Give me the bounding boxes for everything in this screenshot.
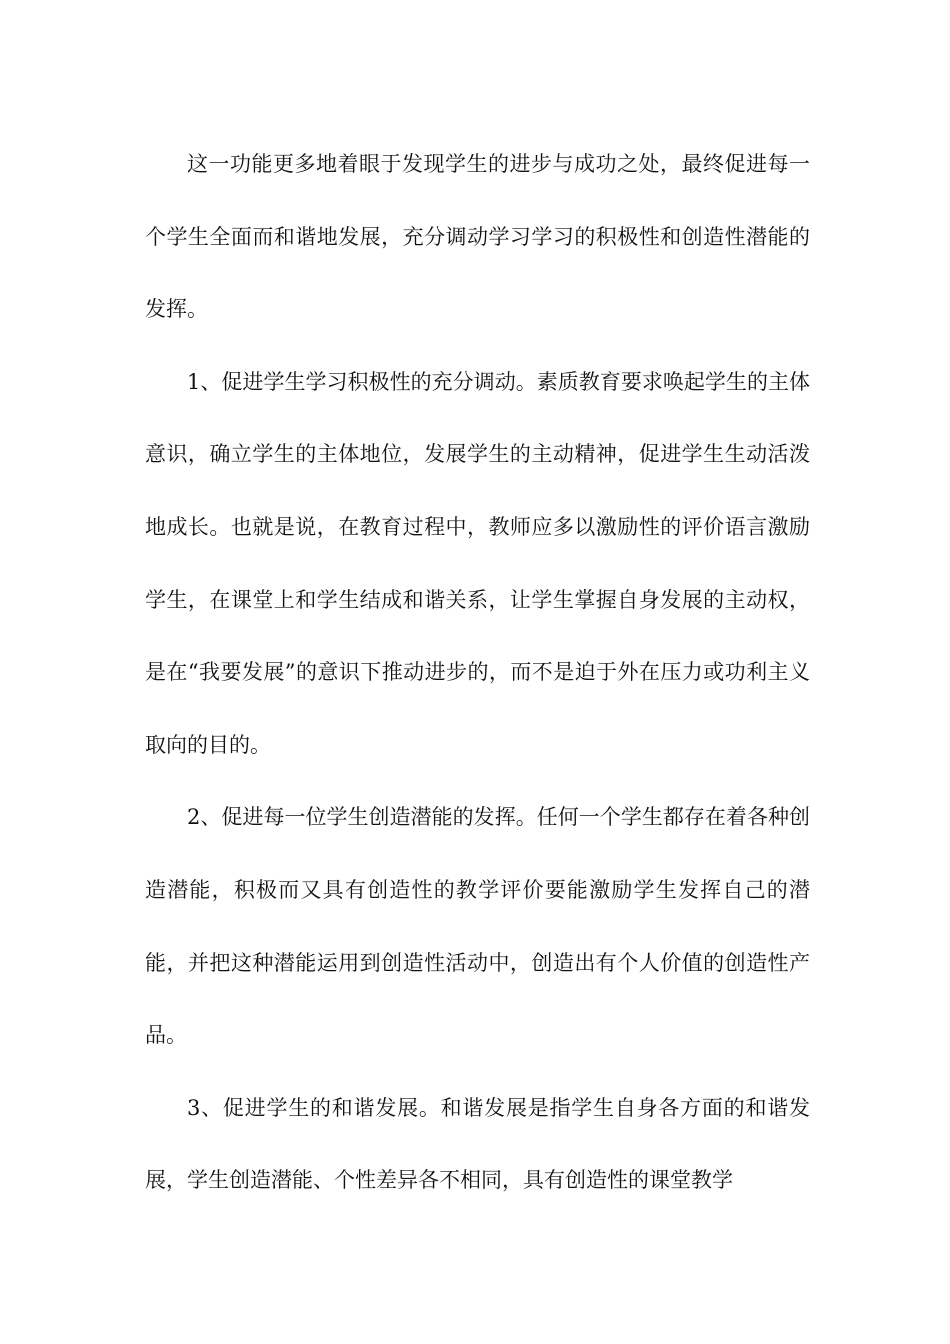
paragraph-point-1: 1、促进学生学习积极性的充分调动。素质教育要求唤起学生的主体意识，确立学生的主体地位，发展学生的主动精神，促进学生生动活泼地成长。也就是说，在教育过程中，教师应多以激励性的评价语言激励学生，在课堂上和学生结成和谐关系，让学生掌握自身发展的主动权，是在“我要发展”的意识下推动进步的，而不是迫于外在压力或功利主义取向的目的。 [145,369,810,757]
document-body [145,128,810,1217]
paragraph-point-3: 3、促进学生的和谐发展。和谐发展是指学生自身各方面的和谐发展，学生创造潜能、个性差异各不相同，具有创造性的课堂教学 [145,1095,810,1193]
paragraph-point-2: 2、促进每一位学生创造潜能的发挥。任何一个学生都存在着各种创造潜能，积极而又具有创造性的教学评价要能激励学生发挥自己的潜能，并把这种潜能运用到创造性活动中，创造出有个人价值的创造性产品。 [145,805,810,1048]
paragraph-intro: 这一功能更多地着眼于发现学生的进步与成功之处，最终促进每一个学生全面而和谐地发展，充分调动学习学习的积极性和创造性潜能的发挥。 [145,152,810,322]
